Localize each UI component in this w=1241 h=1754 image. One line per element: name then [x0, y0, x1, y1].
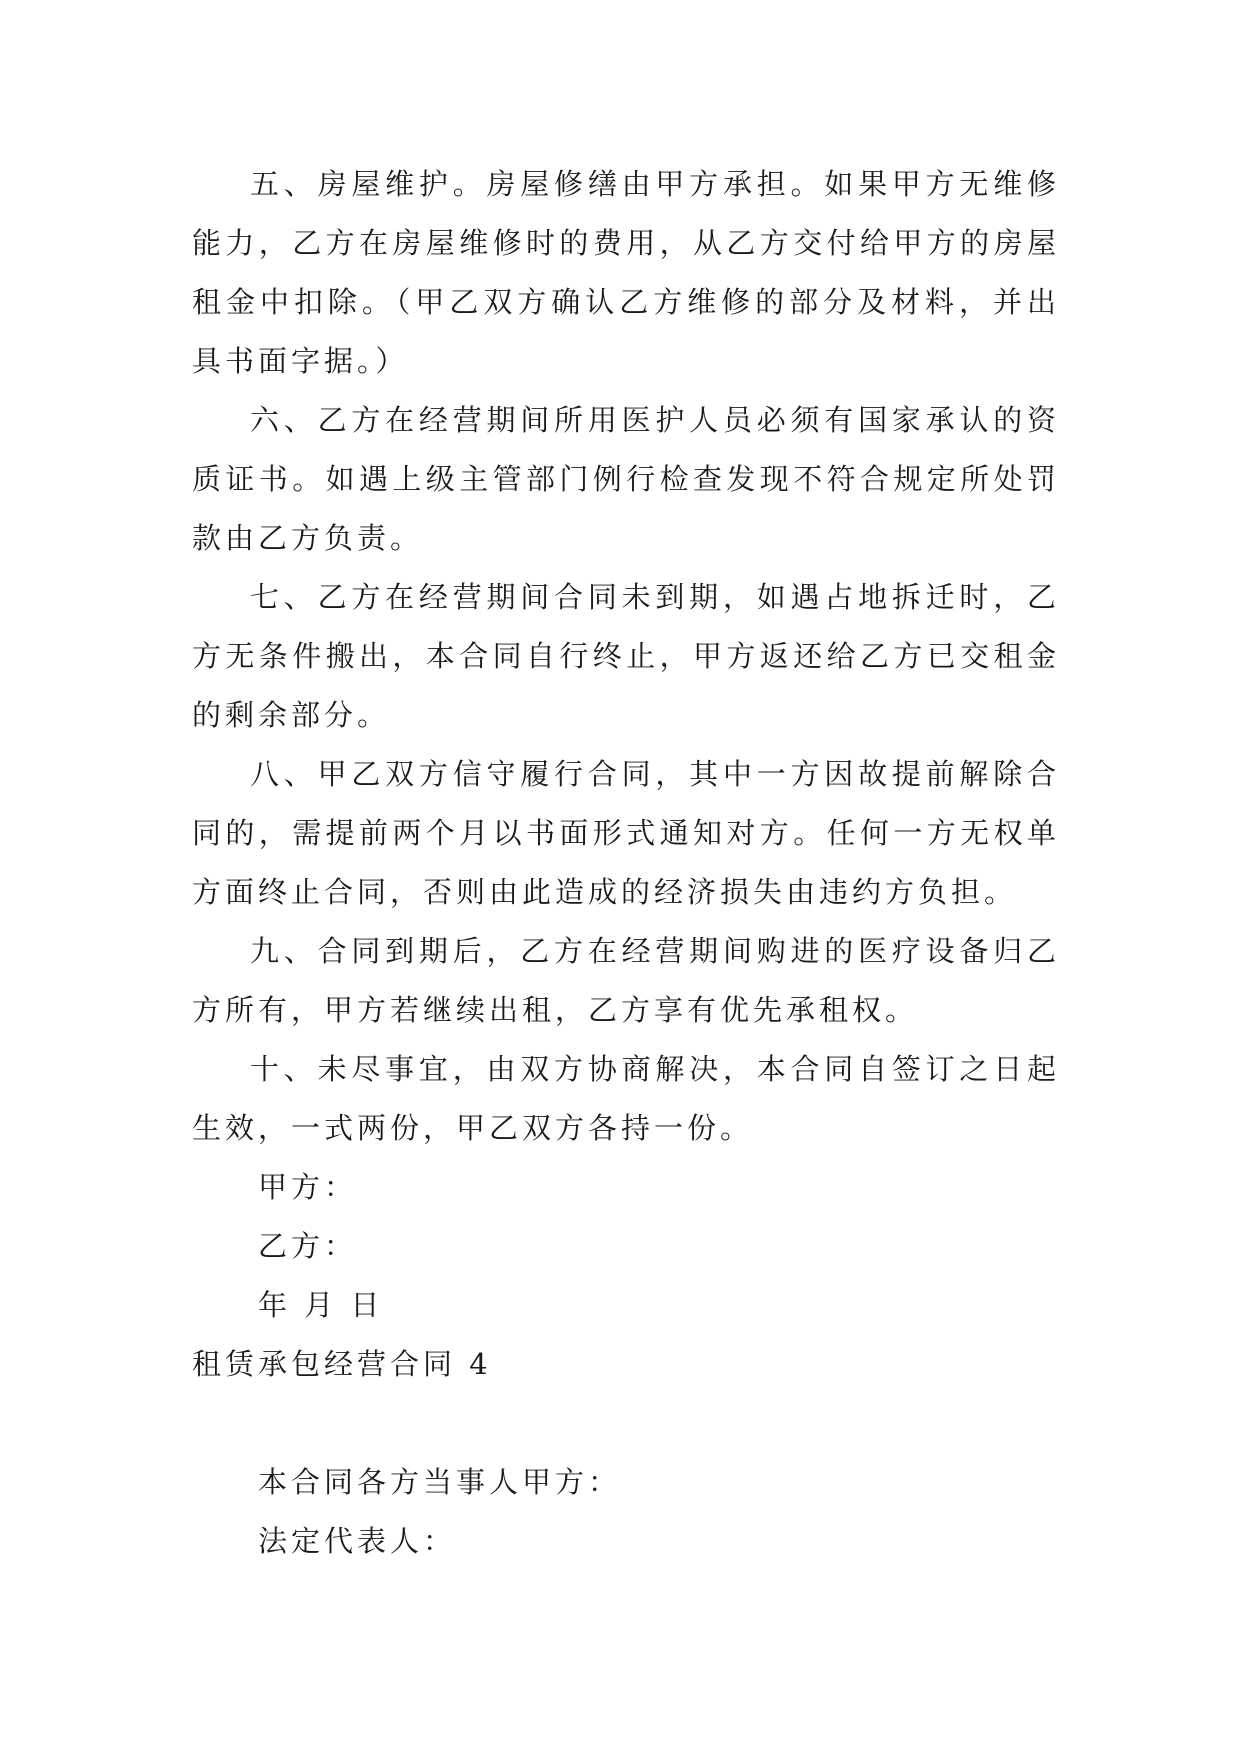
- next-contract-title: 租赁承包经营合同 4: [192, 1347, 492, 1381]
- party-a-signature: 甲方：: [258, 1170, 358, 1204]
- clause-10: 十、未尽事宜，由双方协商解决，本合同自签订之日起生效，一式两份，甲乙双方各持一份。: [192, 1052, 1060, 1145]
- clause-5: 五、房屋维护。房屋修缮由甲方承担。如果甲方无维修能力，乙方在房屋维修时的费用，从乙方交付给甲方的房屋租金中扣除。（甲乙双方确认乙方维修的部分及材料，并出具书面字据。）: [192, 167, 1060, 378]
- clause-8: 八、甲乙双方信守履行合同，其中一方因故提前解除合同的，需提前两个月以书面形式通知对方。任何一方无权单方面终止合同，否则由此造成的经济损失由违约方负担。: [192, 757, 1060, 909]
- party-b-signature: 乙方：: [258, 1229, 358, 1263]
- contract-party-a-line: 本合同各方当事人甲方：: [258, 1465, 622, 1499]
- signature-date: 年 月 日: [258, 1288, 384, 1322]
- spacer: [192, 1394, 1060, 1453]
- clause-7: 七、乙方在经营期间合同未到期，如遇占地拆迁时，乙方无条件搬出，本合同自行终止，甲方返还给乙方已交租金的剩余部分。: [192, 580, 1060, 732]
- clause-6: 六、乙方在经营期间所用医护人员必须有国家承认的资质证书。如遇上级主管部门例行检查发现不符合规定所处罚款由乙方负责。: [192, 403, 1060, 555]
- legal-representative-line: 法定代表人：: [258, 1524, 457, 1558]
- document-body: [192, 155, 1060, 1571]
- clause-9: 九、合同到期后，乙方在经营期间购进的医疗设备归乙方所有，甲方若继续出租，乙方享有优先承租权。: [192, 934, 1060, 1027]
